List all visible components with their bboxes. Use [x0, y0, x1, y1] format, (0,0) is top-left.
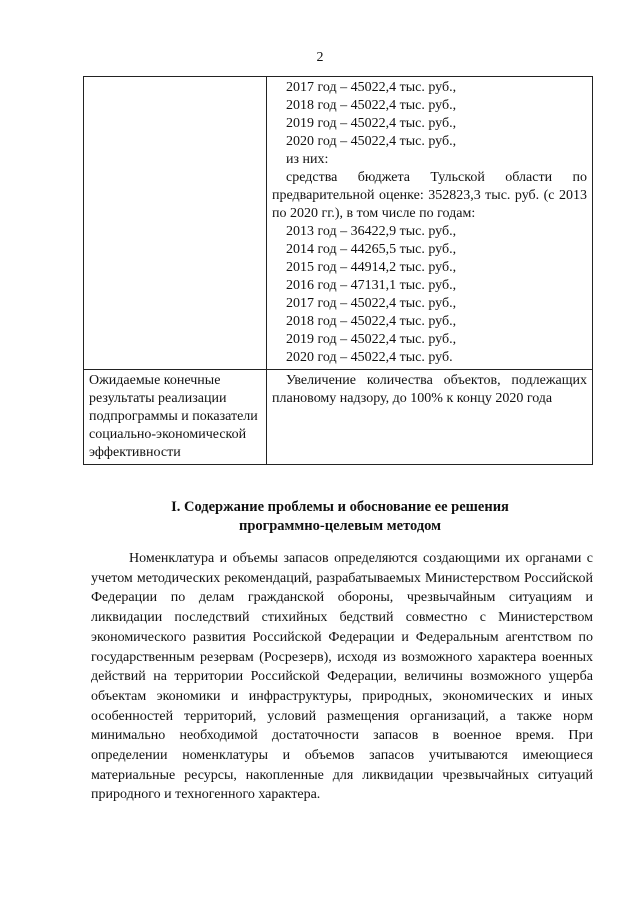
funding-line: 2018 год – 45022,4 тыс. руб., — [286, 98, 457, 113]
page-number: 2 — [316, 50, 324, 65]
funding-line: 2017 год – 45022,4 тыс. руб., — [286, 296, 457, 311]
table-row — [84, 370, 593, 465]
expected-results-value: Увеличение количества объектов, подлежащих плановому надзору, до 100% к концу 2020 года — [267, 370, 593, 465]
section-heading-line2: программно-целевым методом — [238, 518, 442, 534]
funding-line: из них: — [286, 152, 329, 167]
funding-cell — [267, 77, 593, 370]
funding-line: 2016 год – 47131,1 тыс. руб., — [286, 278, 457, 293]
funding-line: 2013 год – 36422,9 тыс. руб., — [286, 224, 457, 239]
funding-line: 2015 год – 44914,2 тыс. руб., — [286, 260, 457, 275]
funding-line: 2019 год – 45022,4 тыс. руб., — [286, 116, 457, 131]
funding-line: 2014 год – 44265,5 тыс. руб., — [286, 242, 457, 257]
program-info-table — [83, 76, 593, 465]
funding-line: 2020 год – 45022,4 тыс. руб. — [286, 350, 453, 365]
body-paragraph: Номенклатура и объемы запасов определяются создающими их органами с учетом методических рекомендаций, разрабатываемых Министерством Российской Федерации по делам гражданской обороны, чрезвычайным ситуациям и ликвидации последствий стихийных бедствий совместно с Министерством экономического развития Российской Федерации и Федеральным агентством по государственным резервам (Росрезерв), исходя из возможного характера военных действий на территории Российской Федерации, величины возможного ущерба объектам экономики и инфраструктуры, природных, экономических и иных особенностей территорий, условий размещения организаций, а также норм минимально необходимой достаточности запасов в военное время. При определении номенклатуры и объемов запасов учитываются имеющиеся материальные ресурсы, накопленные для ликвидации чрезвычайных ситуаций природного и техногенного характера. — [91, 551, 593, 803]
funding-line: 2017 год – 45022,4 тыс. руб., — [286, 80, 457, 95]
funding-paragraph: средства бюджета Тульской области по предварительной оценке: 352823,3 тыс. руб. (с 2013 по 2020 гг.), в том числе по годам: — [272, 170, 587, 221]
table-row — [84, 77, 593, 370]
section-heading — [90, 498, 590, 536]
funding-line: 2020 год – 45022,4 тыс. руб., — [286, 134, 457, 149]
expected-results-label: Ожидаемые конечные результаты реализации подпрограммы и показатели социально-экономической эффективности — [84, 370, 267, 465]
funding-line: 2019 год – 45022,4 тыс. руб., — [286, 332, 457, 347]
funding-line: 2018 год – 45022,4 тыс. руб., — [286, 314, 457, 329]
table-cell-empty — [84, 77, 267, 370]
section-heading-line1: I. Содержание проблемы и обоснование ее решения — [171, 499, 509, 515]
